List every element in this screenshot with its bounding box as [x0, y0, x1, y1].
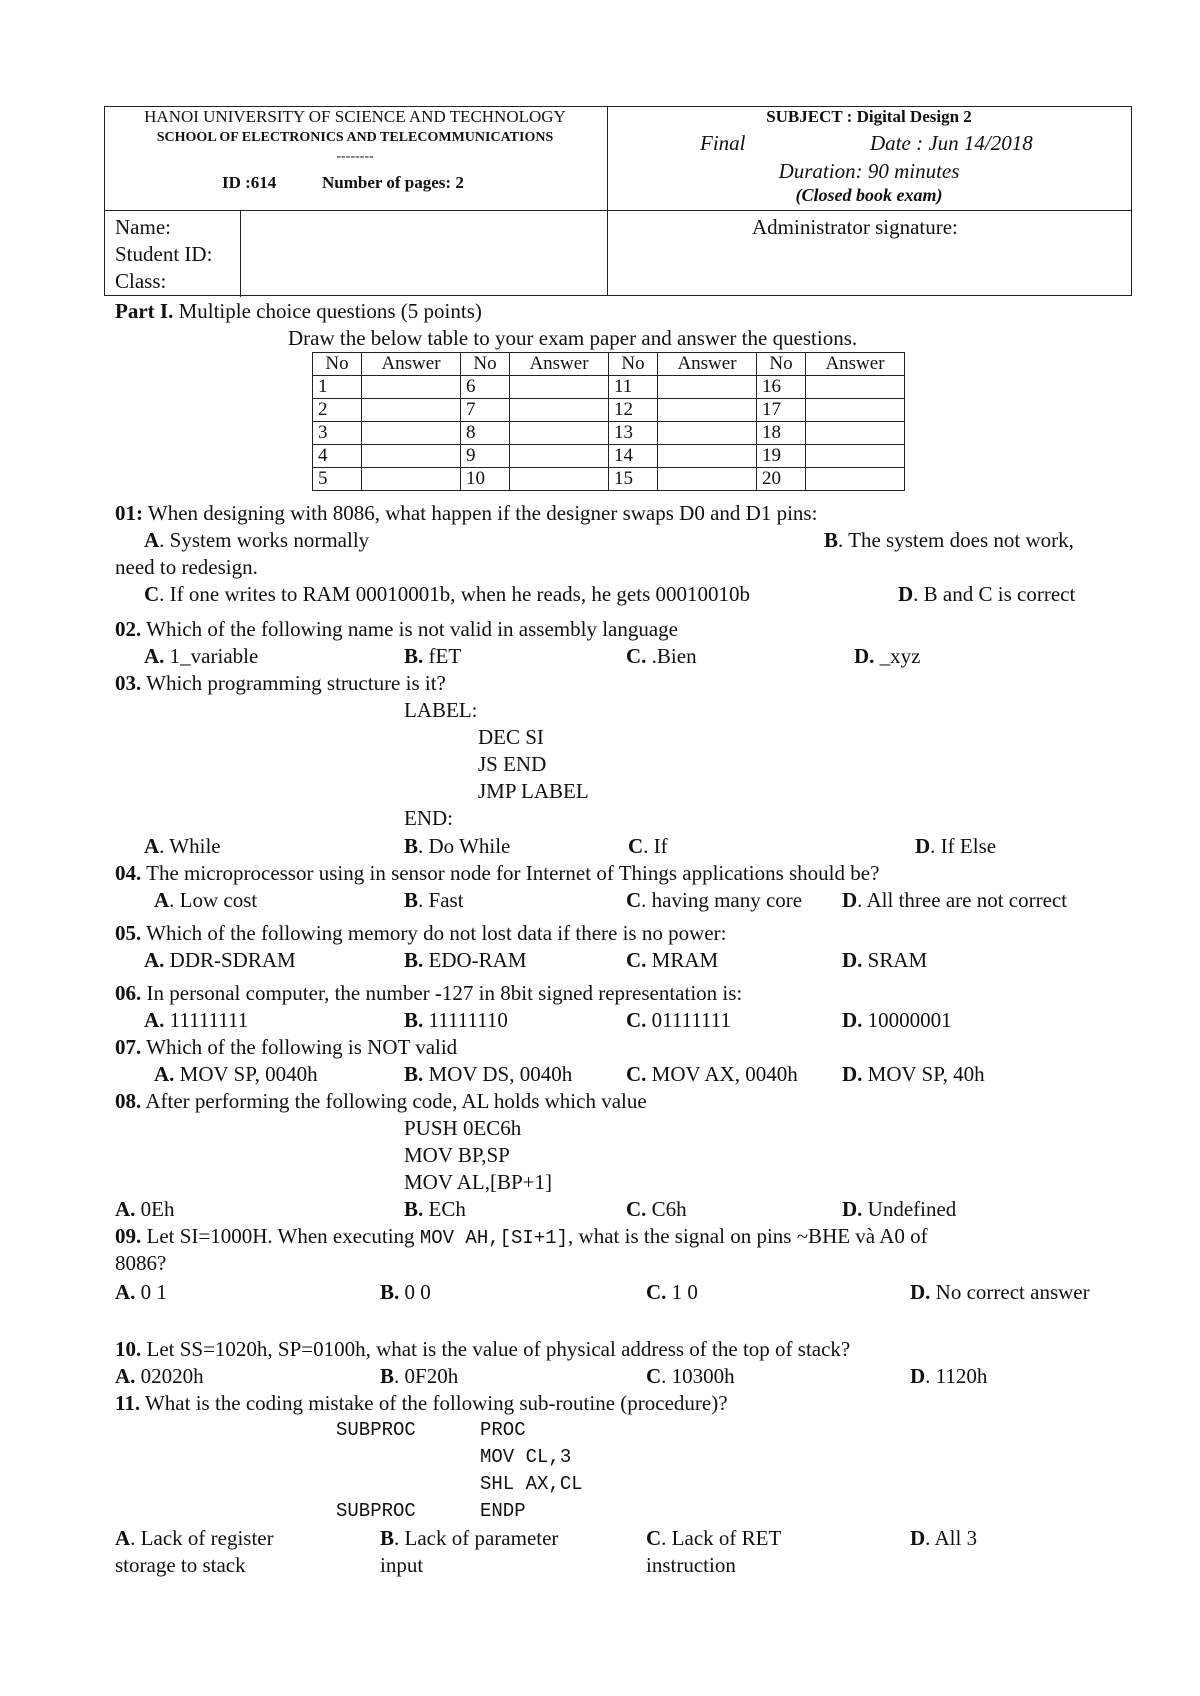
table-cell: 1 — [313, 376, 362, 399]
option-a: A. Lack of register — [115, 1526, 274, 1550]
option-a: A. Low cost — [154, 888, 258, 912]
table-cell: 14 — [609, 445, 658, 468]
option-b: B. Lack of parameter — [380, 1526, 559, 1550]
option-a: A. 0Eh — [115, 1197, 175, 1221]
question-06: 06. In personal computer, the number -127 in 8bit signed representation is: — [115, 981, 743, 1005]
option-c: C. 1 0 — [646, 1280, 698, 1304]
option-b: B. 0 0 — [380, 1280, 431, 1304]
table-cell: 15 — [609, 468, 658, 491]
code-line: MOV CL,3 — [480, 1446, 572, 1468]
answer-cell — [658, 399, 757, 422]
table-cell: 11 — [609, 376, 658, 399]
code-line: JMP LABEL — [478, 779, 589, 803]
table-cell: 17 — [757, 399, 806, 422]
code-line: JS END — [478, 752, 547, 776]
question-04: 04. The microprocessor using in sensor node for Internet of Things applications should be? — [115, 861, 880, 885]
table-cell: 4 — [313, 445, 362, 468]
table-header: No — [461, 353, 510, 376]
class-label: Class: — [115, 269, 167, 293]
option-a: A. 02020h — [115, 1364, 204, 1388]
question-03: 03. Which programming structure is it? — [115, 671, 446, 695]
answer-cell — [806, 422, 905, 445]
option-c: C. MRAM — [626, 948, 719, 972]
table-header: Answer — [806, 353, 905, 376]
answer-cell — [510, 445, 609, 468]
code-line: MOV BP,SP — [404, 1143, 510, 1167]
option-c: C. Lack of RET — [646, 1526, 782, 1550]
option-c: C. 10300h — [646, 1364, 735, 1388]
table-cell: 7 — [461, 399, 510, 422]
table-row — [313, 468, 905, 491]
table-cell: 12 — [609, 399, 658, 422]
answer-cell — [362, 422, 461, 445]
question-11: 11. What is the coding mistake of the following sub-routine (procedure)? — [115, 1391, 728, 1415]
answer-cell — [362, 376, 461, 399]
question-08: 08. After performing the following code, AL holds which value — [115, 1089, 647, 1113]
option-c: C. .Bien — [626, 644, 697, 668]
answer-cell — [658, 422, 757, 445]
table-cell: 19 — [757, 445, 806, 468]
answer-cell — [510, 422, 609, 445]
subject-title: SUBJECT : Digital Design 2 — [766, 107, 972, 126]
code-line: LABEL: — [404, 698, 478, 722]
code-line: PUSH 0EC6h — [404, 1116, 522, 1140]
option-c: C. If one writes to RAM 00010001b, when he reads, he gets 00010010b — [144, 582, 750, 606]
admin-signature-label: Administrator signature: — [752, 215, 958, 239]
answer-cell — [362, 399, 461, 422]
answer-cell — [658, 468, 757, 491]
option-b: B. ECh — [404, 1197, 466, 1221]
question-02: 02. Which of the following name is not valid in assembly language — [115, 617, 679, 641]
answer-cell — [510, 399, 609, 422]
table-row — [313, 445, 905, 468]
option-d: D. Undefined — [842, 1197, 957, 1221]
header-divider — [240, 210, 241, 297]
table-cell: 20 — [757, 468, 806, 491]
exam-date: Date : Jun 14/2018 — [870, 131, 1033, 155]
option-b: B. 11111110 — [404, 1008, 508, 1032]
option-d: D. If Else — [915, 834, 997, 858]
table-instruction: Draw the below table to your exam paper and answer the questions. — [288, 326, 858, 350]
option-b-continued: input — [380, 1553, 424, 1577]
option-b: B. The system does not work, — [824, 528, 1074, 552]
final-label: Final — [700, 131, 746, 155]
answer-cell — [806, 399, 905, 422]
table-cell: 16 — [757, 376, 806, 399]
code-line: ENDP — [480, 1500, 526, 1522]
university-name: HANOI UNIVERSITY OF SCIENCE AND TECHNOLOGY — [144, 107, 566, 126]
header-divider — [105, 210, 1131, 211]
option-b: B. MOV DS, 0040h — [404, 1062, 573, 1086]
option-a: A. 1_variable — [144, 644, 259, 668]
table-cell: 9 — [461, 445, 510, 468]
option-d: D. B and C is correct — [898, 582, 1076, 606]
closed-book-note: (Closed book exam) — [795, 185, 943, 205]
code-line: SHL AX,CL — [480, 1473, 583, 1495]
answer-cell — [658, 376, 757, 399]
table-cell: 2 — [313, 399, 362, 422]
table-cell: 6 — [461, 376, 510, 399]
option-c: C. 01111111 — [626, 1008, 731, 1032]
option-d: D. All three are not correct — [842, 888, 1068, 912]
option-a: A. While — [144, 834, 221, 858]
option-d: D. SRAM — [842, 948, 928, 972]
table-header: No — [757, 353, 806, 376]
school-name: SCHOOL OF ELECTRONICS AND TELECOMMUNICATIONS — [156, 130, 554, 145]
answer-table — [312, 352, 905, 491]
table-header-row — [313, 353, 905, 376]
table-cell: 5 — [313, 468, 362, 491]
option-d: D. _xyz — [854, 644, 921, 668]
code-line: MOV AL,[BP+1] — [404, 1170, 552, 1194]
table-header: Answer — [362, 353, 461, 376]
question-05: 05. Which of the following memory do not lost data if there is no power: — [115, 921, 727, 945]
option-a: A. 11111111 — [144, 1008, 249, 1032]
answer-cell — [362, 468, 461, 491]
question-continued: 8086? — [115, 1251, 167, 1275]
question-01: 01: When designing with 8086, what happen if the designer swaps D0 and D1 pins: — [115, 501, 818, 525]
table-cell: 13 — [609, 422, 658, 445]
option-b: B. fET — [404, 644, 462, 668]
code-line: PROC — [480, 1419, 526, 1441]
code-label: SUBPROC — [336, 1419, 416, 1441]
code-line: DEC SI — [478, 725, 544, 749]
answer-cell — [806, 445, 905, 468]
page-count: Number of pages: 2 — [322, 173, 464, 192]
option-c: C. having many core — [626, 888, 803, 912]
answer-cell — [510, 376, 609, 399]
table-header: Answer — [510, 353, 609, 376]
exam-id: ID :614 — [222, 173, 277, 192]
student-id-label: Student ID: — [115, 242, 213, 266]
code-label: SUBPROC — [336, 1500, 416, 1522]
table-cell: 3 — [313, 422, 362, 445]
question-07: 07. Which of the following is NOT valid — [115, 1035, 458, 1059]
table-header: No — [609, 353, 658, 376]
header-separator: -------- — [336, 149, 374, 164]
table-cell: 8 — [461, 422, 510, 445]
option-c-continued: instruction — [646, 1553, 736, 1577]
option-a: A. System works normally — [144, 528, 370, 552]
option-a: A. DDR-SDRAM — [144, 948, 296, 972]
option-d: D. No correct answer — [910, 1280, 1090, 1304]
option-d: D. 1120h — [910, 1364, 988, 1388]
option-d: D. All 3 — [910, 1526, 978, 1550]
table-row — [313, 376, 905, 399]
option-d: D. MOV SP, 40h — [842, 1062, 985, 1086]
part-title: Part I. Multiple choice questions (5 points) — [115, 299, 482, 323]
answer-cell — [658, 445, 757, 468]
question-10: 10. Let SS=1020h, SP=0100h, what is the value of physical address of the top of stack? — [115, 1337, 851, 1361]
question-09: 09. Let SI=1000H. When executing MOV AH,[SI+1], what is the signal on pins ~BHE và A0 of — [115, 1224, 928, 1249]
option-b: B. Do While — [404, 834, 511, 858]
exam-duration: Duration: 90 minutes — [778, 159, 960, 183]
code-line: END: — [404, 806, 453, 830]
option-b: B. 0F20h — [380, 1364, 459, 1388]
option-c: C. C6h — [626, 1197, 687, 1221]
option-c: C. MOV AX, 0040h — [626, 1062, 798, 1086]
answer-cell — [806, 376, 905, 399]
option-d: D. 10000001 — [842, 1008, 952, 1032]
option-c: C. If — [628, 834, 668, 858]
answer-cell — [362, 445, 461, 468]
answer-cell — [806, 468, 905, 491]
option-b-continued: need to redesign. — [115, 555, 258, 579]
option-b: B. EDO-RAM — [404, 948, 527, 972]
option-a: A. MOV SP, 0040h — [154, 1062, 318, 1086]
table-cell: 10 — [461, 468, 510, 491]
table-cell: 18 — [757, 422, 806, 445]
name-label: Name: — [115, 215, 171, 239]
option-a-continued: storage to stack — [115, 1553, 246, 1577]
table-row — [313, 422, 905, 445]
table-header: Answer — [658, 353, 757, 376]
inline-code: MOV AH,[SI+1] — [419, 1227, 569, 1249]
table-row — [313, 399, 905, 422]
table-header: No — [313, 353, 362, 376]
answer-cell — [510, 468, 609, 491]
option-a: A. 0 1 — [115, 1280, 167, 1304]
option-b: B. Fast — [404, 888, 464, 912]
